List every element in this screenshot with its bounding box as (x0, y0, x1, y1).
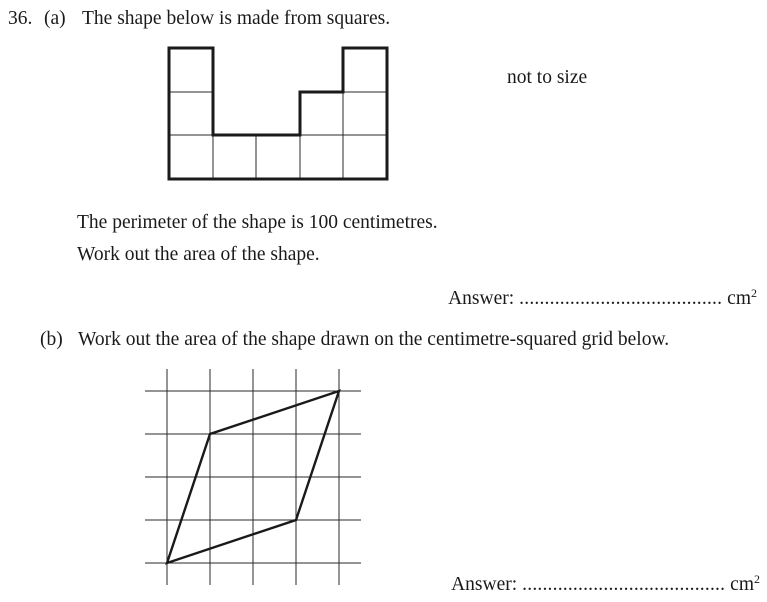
part-a-prompt: The shape below is made from squares. (82, 8, 391, 29)
answer-label: Answer: (448, 288, 515, 309)
answer-dots-field[interactable]: ........................................ (522, 574, 726, 595)
part-a-label: (a) (44, 8, 66, 29)
centimetre-grid (145, 369, 361, 585)
part-a-instruction: Work out the area of the shape. (77, 244, 320, 265)
answer-dots-field[interactable]: ........................................ (519, 288, 723, 309)
part-b-label: (b) (40, 329, 63, 350)
part-b-answer-line (451, 572, 760, 595)
perimeter-statement: The perimeter of the shape is 100 centimetres. (77, 212, 438, 233)
unit-label: $cm^2$ (727, 286, 757, 309)
shape-outline (169, 48, 387, 179)
question-number: 36. (8, 8, 33, 29)
unit-label: $cm^2$ (730, 572, 760, 595)
part-b-prompt: Work out the area of the shape drawn on the centimetre-squared grid below. (78, 329, 670, 350)
unit-power: 2 (754, 572, 760, 586)
answer-label: Answer: (451, 574, 518, 595)
unit-power: 2 (751, 286, 757, 300)
part-a-answer-line (448, 286, 757, 309)
not-to-size-note: not to size (507, 67, 588, 88)
square-shape-diagram (169, 48, 387, 179)
